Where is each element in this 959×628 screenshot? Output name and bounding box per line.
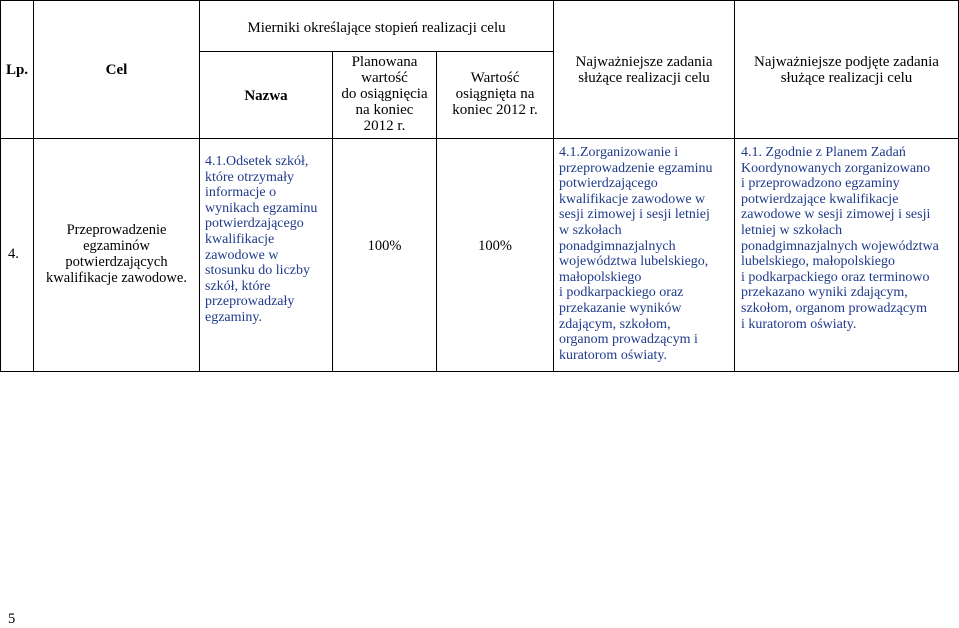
- page-number: 5: [8, 611, 16, 627]
- grid-line: [0, 138, 959, 139]
- row-zadania: 4.1.Zorganizowanie i przeprowadzenie egzaminu potwierdzającego kwalifikacje zawodowe w sesji zimowej i sesji letniej w szkołach ponadgimnazjalnych województwa lubelskiego, małopolskiego i podkarpackiego oraz przekazanie wyników zdającym, szkołom, organom prowadzącym i kuratorom oświaty.: [559, 145, 713, 363]
- header-lp: Lp.: [5, 62, 29, 78]
- row-lp: 4.: [8, 246, 19, 262]
- grid-line: [0, 0, 1, 372]
- header-zadania: Najważniejsze zadania służące realizacji celu: [575, 54, 713, 86]
- header-nazwa: Nazwa: [244, 88, 288, 104]
- row-planowana: 100%: [367, 238, 402, 254]
- row-nazwa: 4.1.Odsetek szkół, które otrzymały informacje o wynikach egzaminu potwierdzającego kwalifikacje zawodowe w stosunku do liczby szkół, które przeprowadzały egzaminy.: [205, 154, 318, 325]
- grid-line: [199, 0, 200, 372]
- grid-line: [199, 51, 553, 52]
- header-planowana: Planowana wartość do osiągnięcia na koniec 2012 r.: [341, 54, 428, 134]
- grid-line: [0, 0, 959, 1]
- row-podjete: 4.1. Zgodnie z Planem Zadań Koordynowanych zorganizowano i przeprowadzono egzaminy potwierdzające kwalifikacje zawodowe w sesji zimowej i sesji letniej w szkołach ponadgimnazjalnych województwa lubelskiego, małopolskiego i podkarpackiego oraz terminowo przekazano wyniki zdającym, szkołom, organom prowadzącym i kuratorom oświaty.: [741, 145, 939, 332]
- header-podjete: Najważniejsze podjęte zadania służące realizacji celu: [754, 54, 939, 86]
- header-wartosc: Wartość osiągnięta na koniec 2012 r.: [452, 70, 538, 118]
- header-mierniki: Mierniki określające stopień realizacji celu: [247, 20, 506, 36]
- grid-line: [33, 0, 34, 372]
- header-cel: Cel: [105, 62, 128, 78]
- row-cel: Przeprowadzenie egzaminów potwierdzających kwalifikacje zawodowe.: [46, 222, 187, 286]
- grid-line: [0, 371, 959, 372]
- row-wartosc: 100%: [478, 238, 512, 254]
